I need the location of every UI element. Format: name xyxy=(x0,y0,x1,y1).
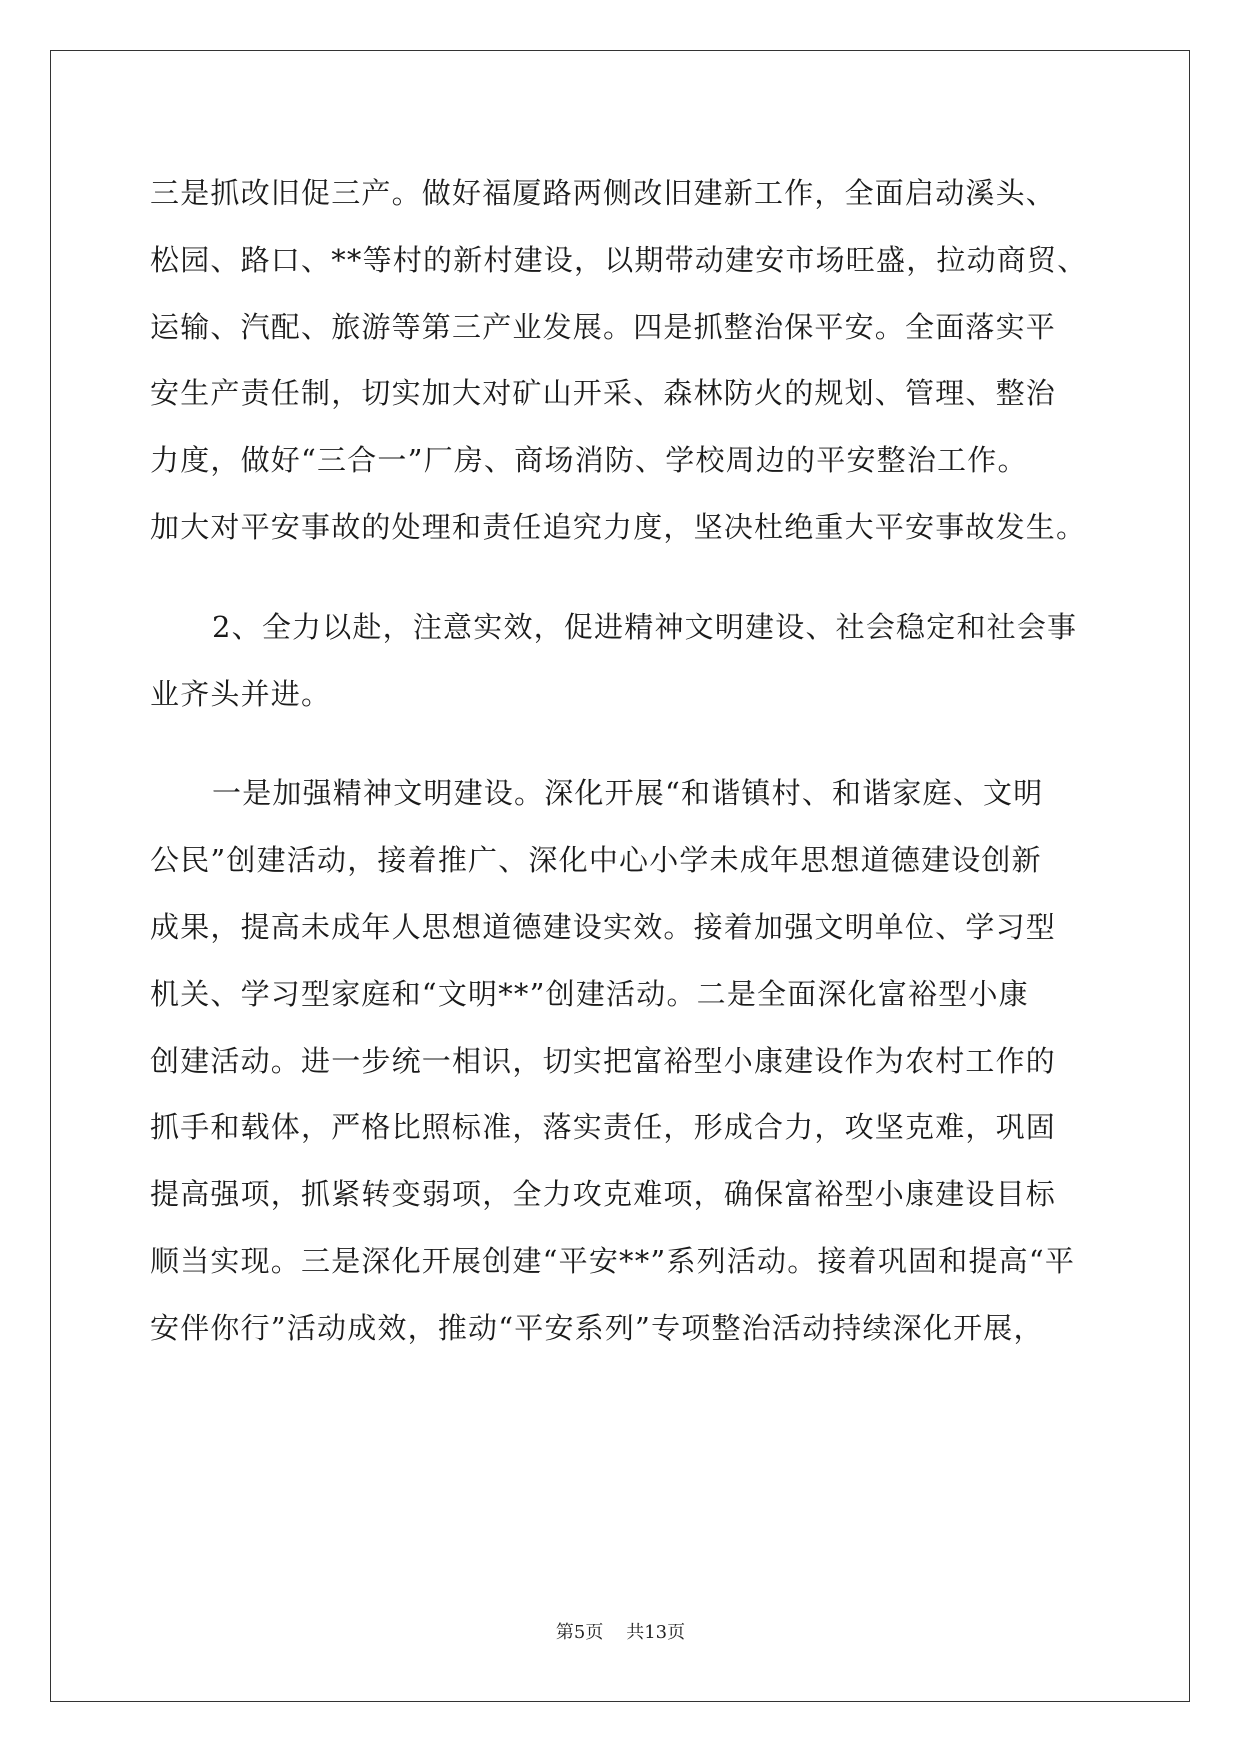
text-line: 力度，做好“三合一”厂房、商场消防、学校周边的平安整治工作。 xyxy=(150,443,1028,478)
text-line: 成果，提高未成年人思想道德建设实效。接着加强文明单位、学习型 xyxy=(150,909,1057,944)
document-body xyxy=(150,160,1100,1362)
text-line: 公民”创建活动，接着推广、深化中心小学未成年思想道德建设创新 xyxy=(150,843,1042,878)
text-line: 业齐头并进。 xyxy=(150,676,332,711)
text-line: 创建活动。进一步统一相识，切实把富裕型小康建设作为农村工作的 xyxy=(150,1043,1057,1078)
text-line: 安生产责任制，切实加大对矿山开采、森林防火的规划、管理、整治 xyxy=(150,376,1057,411)
text-line: 运输、汽配、旅游等第三产业发展。四是抓整治保平安。全面落实平 xyxy=(150,309,1057,344)
page-footer xyxy=(0,1618,1241,1644)
text-line: 提高强项，抓紧转变弱项，全力攻克难项，确保富裕型小康建设目标 xyxy=(150,1177,1057,1212)
paragraph xyxy=(150,760,1100,1361)
text-line: 安伴你行”活动成效，推动“平安系列”专项整治活动持续深化开展， xyxy=(150,1310,1044,1345)
paragraph xyxy=(150,594,1100,728)
page-number: 第5页 xyxy=(555,1622,604,1643)
text-line: 松园、路口、**等村的新村建设，以期带动建安市场旺盛，拉动商贸、 xyxy=(150,242,1088,277)
text-line: 三是抓改旧促三产。做好福厦路两侧改旧建新工作，全面启动溪头、 xyxy=(150,176,1057,210)
text-line: 加大对平安事故的处理和责任追究力度，坚决杜绝重大平安事故发生。 xyxy=(150,509,1087,544)
text-line: 抓手和载体，严格比照标准，落实责任，形成合力，攻坚克难，巩固 xyxy=(150,1110,1057,1145)
text-line: 顺当实现。三是深化开展创建“平安**”系列活动。接着巩固和提高“平 xyxy=(150,1243,1076,1278)
text-line: 机关、学习型家庭和“文明**”创建活动。二是全面深化富裕型小康 xyxy=(150,976,1029,1011)
page-total: 共13页 xyxy=(626,1622,686,1643)
paragraph xyxy=(150,160,1100,561)
text-line: 2、全力以赴，注意实效，促进精神文明建设、社会稳定和社会事 xyxy=(212,609,1078,644)
text-line: 一是加强精神文明建设。深化开展“和谐镇村、和谐家庭、文明 xyxy=(212,776,1044,811)
